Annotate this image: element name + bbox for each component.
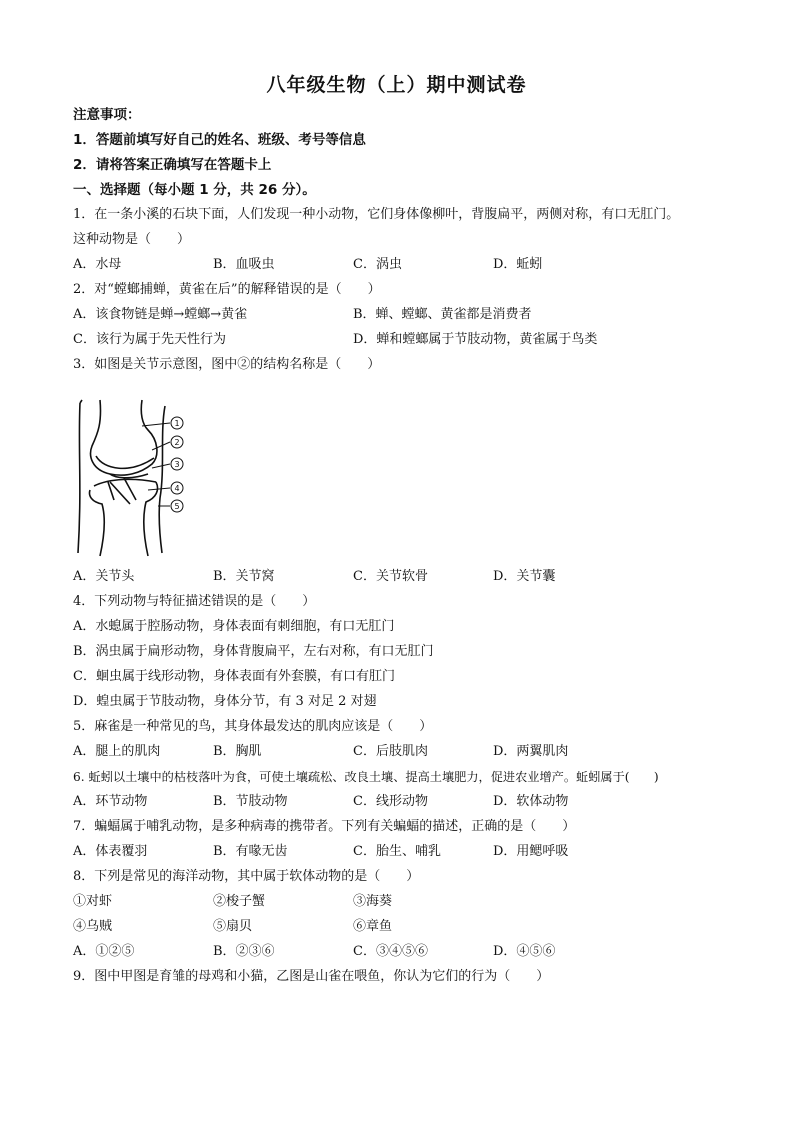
- question-stem: 5．麻雀是一种常见的鸟，其身体最发达的肌肉应该是（ ）: [73, 719, 433, 734]
- option-row: [73, 569, 753, 585]
- option-c: C．胎生、哺乳: [353, 844, 441, 859]
- option-a: A．腿上的肌肉: [73, 744, 161, 759]
- option-d: D．关节囊: [493, 569, 556, 584]
- joint-diagram: [70, 378, 195, 558]
- item-row: [73, 919, 753, 935]
- option-b: B．节肢动物: [213, 794, 288, 809]
- figure-label-4: 4: [174, 484, 180, 493]
- option-a: A．关节头: [73, 569, 135, 584]
- list-item: ⑤扇贝: [213, 919, 253, 934]
- option-c: C．后肢肌肉: [353, 744, 428, 759]
- option-b: B．涡虫属于扁形动物，身体背腹扁平，左右对称，有口无肛门: [73, 644, 434, 659]
- option-d: D．蝉和螳螂属于节肢动物，黄雀属于鸟类: [353, 332, 598, 347]
- option-d: D．软体动物: [493, 794, 569, 809]
- option-b: B．胸肌: [213, 744, 262, 759]
- option-row: [73, 257, 753, 273]
- option-c: C．涡虫: [353, 257, 402, 272]
- option-row: [73, 307, 753, 323]
- option-b: B．血吸虫: [213, 257, 275, 272]
- option-d: D．④⑤⑥: [493, 944, 556, 959]
- option-b: B．关节窝: [213, 569, 275, 584]
- item-row: [73, 894, 753, 910]
- figure-label-3: 3: [174, 460, 180, 469]
- option-c: C．线形动物: [353, 794, 428, 809]
- list-item: ①对虾: [73, 894, 113, 909]
- option-b: B．有喙无齿: [213, 844, 288, 859]
- option-a: A．该食物链是蝉→螳螂→黄雀: [73, 307, 248, 322]
- option-row: [73, 794, 753, 810]
- option-c: C．蛔虫属于线形动物，身体表面有外套膜，有口有肛门: [73, 669, 395, 684]
- section-heading: 一、选择题（每小题 1 分，共 26 分）。: [73, 182, 316, 198]
- list-item: ④乌贼: [73, 919, 113, 934]
- option-b: B．②③⑥: [213, 944, 275, 959]
- question-stem: 4．下列动物与特征描述错误的是（ ）: [73, 594, 316, 609]
- figure-label-2: 2: [174, 438, 180, 447]
- notice-heading: 注意事项：: [73, 107, 141, 123]
- option-a: A．①②⑤: [73, 944, 135, 959]
- question-stem: 9．图中甲图是育雏的母鸡和小猫，乙图是山雀在喂鱼，你认为它们的行为（ ）: [73, 969, 550, 984]
- figure-label-1: 1: [174, 419, 180, 428]
- question-stem: 7．蝙蝠属于哺乳动物，是多种病毒的携带者。下列有关蝙蝠的描述，正确的是（ ）: [73, 819, 576, 834]
- option-c: C．③④⑤⑥: [353, 944, 428, 959]
- list-item: ③海葵: [353, 894, 393, 909]
- option-c: C．该行为属于先天性行为: [73, 332, 226, 347]
- option-row: [73, 944, 753, 960]
- option-c: C．关节软骨: [353, 569, 428, 584]
- question-stem: 1．在一条小溪的石块下面，人们发现一种小动物，它们身体像柳叶，背腹扁平，两侧对称，有口无肛门。: [73, 207, 680, 222]
- question-stem: 3．如图是关节示意图，图中②的结构名称是（ ）: [73, 357, 381, 372]
- option-a: A．水母: [73, 257, 122, 272]
- joint-diagram-svg: [70, 378, 195, 558]
- question-stem: 6. 蚯蚓以土壤中的枯枝落叶为食，可使土壤疏松、改良土壤、提高土壤肥力，促进农业增产。蚯蚓属于( ): [73, 770, 659, 784]
- option-a: A．环节动物: [73, 794, 148, 809]
- page-title: 八年级生物（上）期中测试卷: [266, 74, 527, 96]
- option-row: [73, 332, 753, 348]
- figure-label-5: 5: [174, 502, 180, 511]
- option-d: D．两翼肌肉: [493, 744, 569, 759]
- option-a: A．体表覆羽: [73, 844, 148, 859]
- option-a: A．水螅属于腔肠动物，身体表面有刺细胞，有口无肛门: [73, 619, 395, 634]
- option-b: B．蝉、螳螂、黄雀都是消费者: [353, 307, 532, 322]
- option-row: [73, 744, 753, 760]
- option-row: [73, 844, 753, 860]
- notice-item: 1．答题前填写好自己的姓名、班级、考号等信息: [73, 132, 366, 148]
- option-d: D．用鳃呼吸: [493, 844, 569, 859]
- option-d: D．蚯蚓: [493, 257, 543, 272]
- list-item: ⑥章鱼: [353, 919, 393, 934]
- question-stem: 8．下列是常见的海洋动物，其中属于软体动物的是（ ）: [73, 869, 420, 884]
- option-d: D．蝗虫属于节肢动物，身体分节，有 3 对足 2 对翅: [73, 694, 377, 709]
- list-item: ②梭子蟹: [213, 894, 266, 909]
- question-stem-continued: 这种动物是（ ）: [73, 232, 191, 247]
- question-stem: 2．对“螳螂捕蝉，黄雀在后”的解释错误的是（ ）: [73, 282, 381, 297]
- notice-item: 2．请将答案正确填写在答题卡上: [73, 157, 272, 173]
